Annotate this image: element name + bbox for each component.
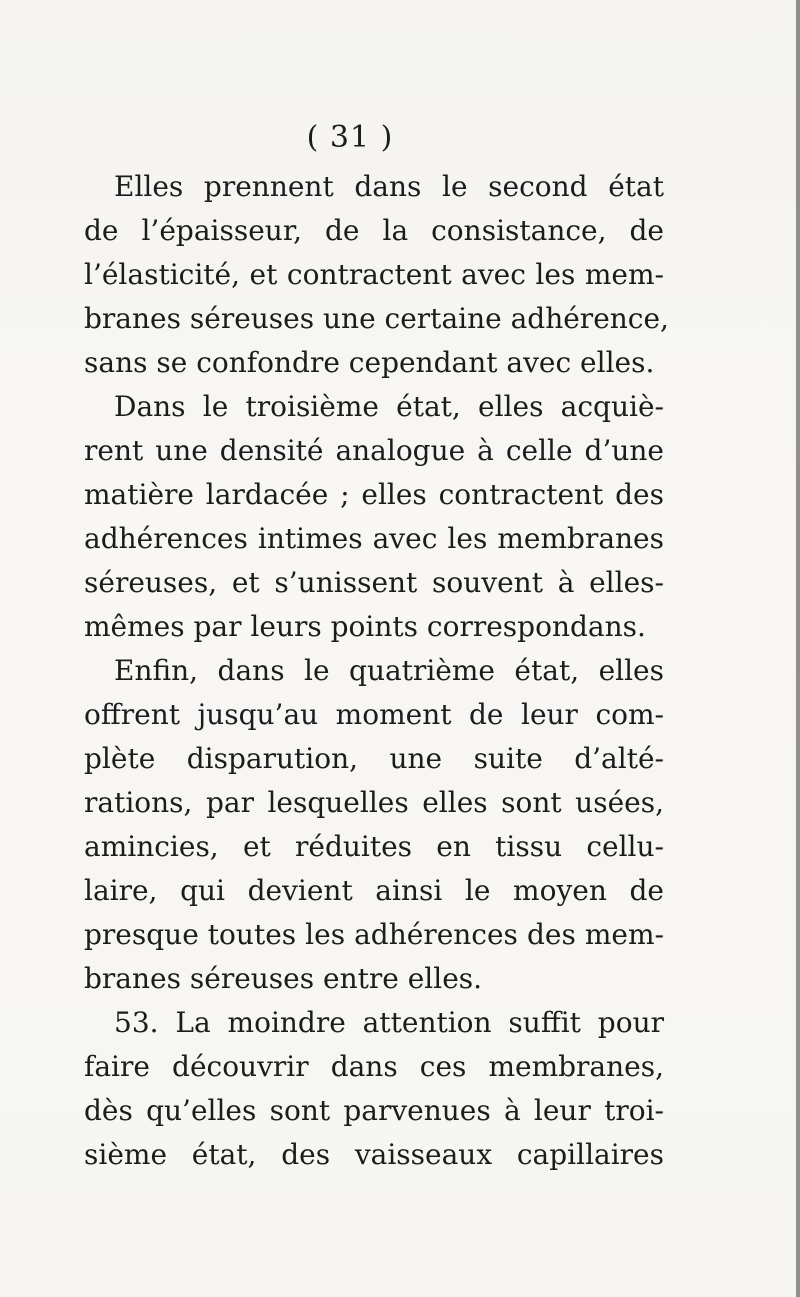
- paragraph-2: [84, 385, 664, 649]
- text-line: offrent jusqu’au moment de leur com-: [84, 698, 664, 731]
- paragraph-1: [84, 165, 669, 385]
- text-line: amincies, et réduites en tissu cellu-: [84, 830, 664, 863]
- paragraph-4: [84, 1001, 664, 1177]
- text-line: branes séreuses entre elles.: [84, 962, 483, 995]
- page-number: ( 31 ): [306, 120, 394, 155]
- text-line: plète disparution, une suite d’alté-: [84, 742, 664, 775]
- text-line: laire, qui devient ainsi le moyen de: [84, 874, 664, 907]
- text-line: presque toutes les adhérences des mem-: [84, 918, 664, 951]
- text-line: séreuses, et s’unissent souvent à elles-: [84, 566, 664, 599]
- text-line: matière lardacée ; elles contractent des: [84, 478, 664, 511]
- body-text: [84, 165, 669, 1177]
- text-line: adhérences intimes avec les membranes: [84, 522, 664, 555]
- text-line: branes séreuses une certaine adhérence,: [84, 302, 669, 335]
- text-line: Elles prennent dans le second état: [114, 170, 664, 203]
- text-line: sans se confondre cependant avec elles.: [84, 346, 655, 379]
- text-line: de l’épaisseur, de la consistance, de: [84, 214, 664, 247]
- paragraph-3: [84, 649, 664, 1001]
- text-line: Dans le troisième état, elles acquiè-: [114, 390, 664, 423]
- text-line: l’élasticité, et contractent avec les mem-: [84, 258, 664, 291]
- text-line: Enfin, dans le quatrième état, elles: [114, 654, 664, 687]
- text-line: 53. La moindre attention suffit pour: [114, 1006, 664, 1039]
- text-line: dès qu’elles sont parvenues à leur troi-: [84, 1094, 664, 1127]
- text-line: sième état, des vaisseaux capillaires: [84, 1138, 664, 1171]
- text-line: mêmes par leurs points correspondans.: [84, 610, 646, 643]
- text-line: faire découvrir dans ces membranes,: [84, 1050, 664, 1083]
- text-line: rations, par lesquelles elles sont usées,: [84, 786, 664, 819]
- text-line: rent une densité analogue à celle d’une: [84, 434, 664, 467]
